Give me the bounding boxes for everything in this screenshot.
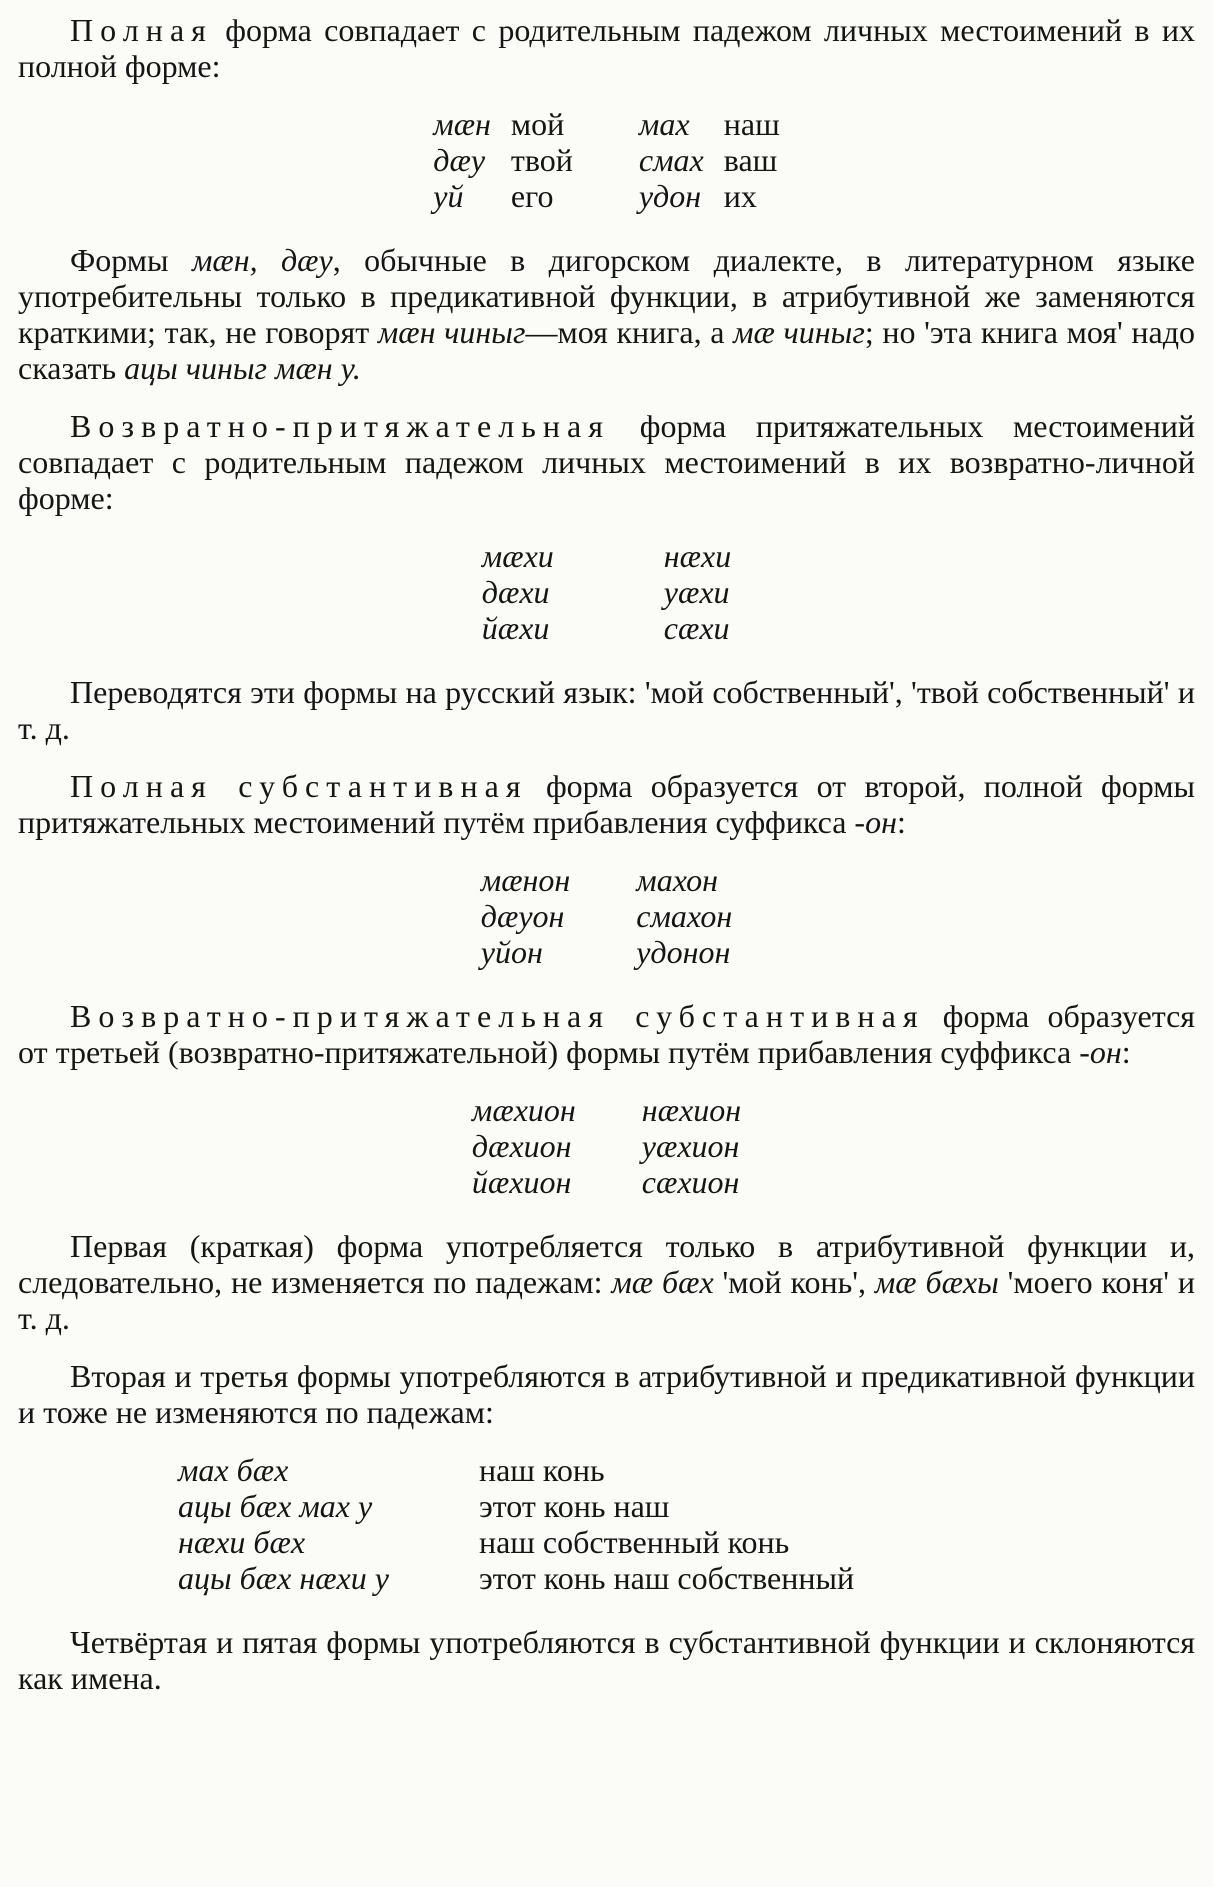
example: мæн чиныг <box>377 314 526 350</box>
table-row <box>168 1560 864 1596</box>
table-row <box>423 142 789 178</box>
table-row <box>423 106 789 142</box>
form-cell: нæхион <box>641 1092 742 1128</box>
table-row <box>472 538 741 574</box>
term-reflexive-substantive: Возвратно-притяжательная субстантивная <box>70 998 925 1034</box>
table-row <box>462 1092 751 1128</box>
term-full: Полная <box>70 12 213 48</box>
form-cell: дæхи <box>481 574 550 610</box>
form-cell: махон <box>636 862 718 898</box>
form-cell: дæхион <box>471 1128 572 1164</box>
form-cell: мæнон <box>480 862 571 898</box>
substantive-form-table <box>471 862 742 970</box>
form-cell: нæхи <box>663 538 732 574</box>
example: мæ чиныг <box>733 314 865 350</box>
translation-cell: этот конь наш собственный <box>478 1560 855 1596</box>
gloss-cell: твой <box>510 142 573 178</box>
form-cell: мæхи <box>481 538 554 574</box>
paragraph-text: форма образуется от третьей (возвратно-притяжательной) формы путём прибавления суффикса <box>18 998 1195 1070</box>
form-cell: дæуон <box>480 898 565 934</box>
example-cell: мах бæх <box>178 1452 289 1488</box>
table-row <box>462 1128 751 1164</box>
paragraph-text: форма притяжательных местоимений совпадает с родительным падежом личных местоимений в их возвратно-личной форме: <box>18 408 1195 516</box>
table-row <box>471 934 742 970</box>
paragraph-text: 'моего коня' и т. д. <box>18 1264 1195 1336</box>
reflexive-substantive-table <box>462 1092 751 1200</box>
form-cell: смахон <box>636 898 733 934</box>
table-row <box>462 1164 751 1200</box>
paragraph-text: форма совпадает с родительным падежом личных местоимений в их полной форме: <box>18 12 1195 84</box>
form-cell: уйон <box>480 934 543 970</box>
translation-cell: этот конь наш <box>478 1488 670 1524</box>
example-cell: ацы бæх нæхи у <box>178 1560 389 1596</box>
form-cell: йæхи <box>481 610 550 646</box>
paragraph-fourth-fifth-forms: Четвёртая и пятая формы употребляются в субстантивной функции и склоняются как имена. <box>18 1624 1195 1696</box>
reflexive-form-table <box>472 538 741 646</box>
table-row <box>471 862 742 898</box>
form-cell: мах <box>638 106 690 142</box>
paragraph-reflexive-substantive <box>18 998 1195 1070</box>
table-row <box>472 574 741 610</box>
examples-table <box>168 1452 864 1596</box>
example-cell: ацы бæх мах у <box>178 1488 373 1524</box>
term-substantive: Полная субстантивная <box>70 768 528 804</box>
full-form-table <box>423 106 789 214</box>
gloss-cell: наш <box>723 106 780 142</box>
suffix: -он <box>854 804 897 840</box>
example: мæн, дæу <box>191 242 333 278</box>
table-row <box>472 610 741 646</box>
form-cell: уй <box>433 178 464 214</box>
paragraph-text: : <box>896 804 906 840</box>
paragraph-reflexive-form <box>18 408 1195 516</box>
paragraph-text: : <box>1121 1034 1131 1070</box>
example: мæ бæх <box>611 1264 714 1300</box>
form-cell: удонон <box>636 934 731 970</box>
example-cell: нæхи бæх <box>178 1524 306 1560</box>
gloss-cell: ваш <box>723 142 778 178</box>
paragraph-full-form <box>18 12 1195 84</box>
form-cell: мæн <box>433 106 491 142</box>
table-row <box>471 898 742 934</box>
paragraph-text: Первая (краткая) форма употребляется только в атрибутивной функции и, следовательно, не изменяется по падежам: <box>18 1228 1195 1300</box>
paragraph-second-third-forms: Вторая и третья формы употребляются в атрибутивной и предикативной функции и тоже не изменяются по падежам: <box>18 1358 1195 1430</box>
gloss-cell: мой <box>510 106 565 142</box>
paragraph-translation: Переводятся эти формы на русский язык: 'мой собственный', 'твой собственный' и т. д. <box>18 674 1195 746</box>
form-cell: мæхион <box>471 1092 576 1128</box>
paragraph-text: , обычные в дигорском диалекте, в литературном языке употребительны только в предикативной функции, в атрибутивной же заменяются краткими; так, не говорят <box>18 242 1196 350</box>
table-row <box>168 1524 864 1560</box>
paragraph-first-form <box>18 1228 1195 1336</box>
form-cell: смах <box>638 142 704 178</box>
suffix: -он <box>1079 1034 1122 1070</box>
gloss-cell: его <box>510 178 554 214</box>
form-cell: дæу <box>433 142 486 178</box>
table-row <box>168 1452 864 1488</box>
gloss-cell: их <box>723 178 757 214</box>
paragraph-substantive-form <box>18 768 1195 840</box>
term-reflexive: Возвратно-притяжательная <box>70 408 611 444</box>
form-cell: удон <box>638 178 702 214</box>
table-row <box>168 1488 864 1524</box>
paragraph-text: 'мой конь', <box>713 1264 875 1300</box>
paragraph-digor-forms <box>18 242 1195 386</box>
table-row <box>423 178 789 214</box>
paragraph-text: ; но 'эта книга моя' надо сказать <box>18 314 1196 386</box>
form-cell: сæхи <box>663 610 730 646</box>
translation-cell: наш собственный конь <box>478 1524 790 1560</box>
form-cell: сæхион <box>641 1164 740 1200</box>
form-cell: уæхи <box>663 574 730 610</box>
form-cell: уæхион <box>641 1128 740 1164</box>
example: ацы чиныг мæн у. <box>124 350 361 386</box>
form-cell: йæхион <box>471 1164 572 1200</box>
paragraph-text: форма образуется от второй, полной формы притяжательных местоимений путём прибавления суффикса <box>18 768 1196 840</box>
example: мæ бæхы <box>874 1264 999 1300</box>
translation-cell: наш конь <box>478 1452 605 1488</box>
paragraph-text: —моя книга, а <box>525 314 734 350</box>
paragraph-text: Формы <box>70 242 192 278</box>
